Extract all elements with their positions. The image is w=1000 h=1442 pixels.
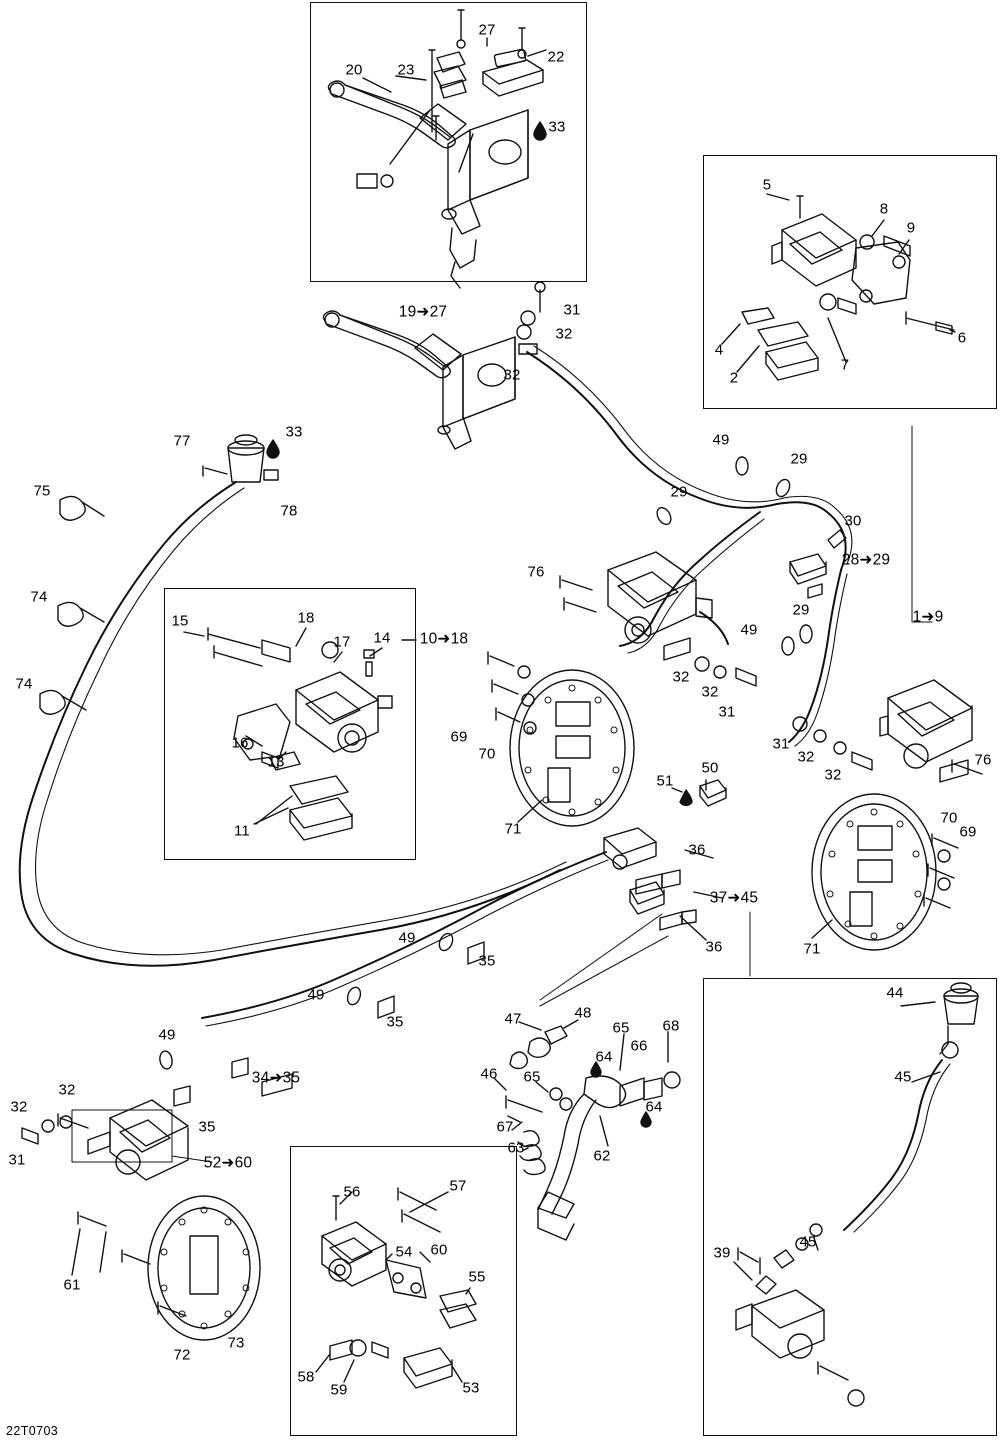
callout-76b: 76: [974, 751, 992, 769]
callout-31d: 31: [8, 1151, 26, 1169]
callout-49b: 49: [740, 621, 758, 639]
callout-62: 62: [593, 1147, 611, 1165]
callout-32g: 32: [10, 1098, 28, 1116]
callout-71a: 71: [504, 820, 522, 838]
callout-36a: 36: [688, 841, 706, 859]
callout-7: 7: [840, 356, 850, 374]
callout-55: 55: [468, 1268, 486, 1286]
callout-33a: 33: [548, 118, 566, 136]
callout-17: 17: [333, 633, 351, 651]
callout-76a: 76: [527, 563, 545, 581]
callout-49e: 49: [158, 1026, 176, 1044]
callout-29b: 29: [670, 483, 688, 501]
callout-32f: 32: [824, 766, 842, 784]
callout-39: 39: [713, 1244, 731, 1262]
callout-46: 46: [480, 1065, 498, 1083]
callout-27a: 27: [478, 21, 496, 39]
callout-32d: 32: [701, 683, 719, 701]
callout-31a: 31: [563, 301, 581, 319]
callout-72: 72: [173, 1346, 191, 1364]
callout-4: 4: [714, 341, 724, 359]
callout-32h: 32: [58, 1081, 76, 1099]
callout-14: 14: [373, 629, 391, 647]
callout-61: 61: [63, 1276, 81, 1294]
callout-22: 22: [547, 48, 565, 66]
callout-15: 15: [171, 612, 189, 630]
callout-70a: 70: [478, 745, 496, 763]
callout-54: 54: [395, 1243, 413, 1261]
callout-74b: 74: [15, 675, 33, 693]
callout-37-45: 37➜45: [709, 889, 759, 907]
callout-74a: 74: [30, 588, 48, 606]
callout-64a: 64: [595, 1048, 613, 1066]
callout-35c: 35: [198, 1118, 216, 1136]
callout-31c: 31: [772, 735, 790, 753]
callout-20: 20: [345, 61, 363, 79]
callout-53: 53: [462, 1379, 480, 1397]
callout-5: 5: [762, 176, 772, 194]
callout-69b: 69: [959, 823, 977, 841]
callout-45b: 45: [799, 1233, 817, 1251]
callout-29a: 29: [790, 450, 808, 468]
callout-44: 44: [886, 984, 904, 1002]
callout-6: 6: [957, 329, 967, 347]
callout-35b: 35: [386, 1013, 404, 1031]
callout-49a: 49: [712, 431, 730, 449]
callout-77: 77: [173, 432, 191, 450]
callout-50: 50: [701, 759, 719, 777]
callout-59: 59: [330, 1381, 348, 1399]
callout-75: 75: [33, 482, 51, 500]
callout-63: 63: [507, 1139, 525, 1157]
callout-67: 67: [496, 1118, 514, 1136]
callout-9: 9: [906, 219, 916, 237]
callout-56: 56: [343, 1183, 361, 1201]
callout-49c: 49: [398, 929, 416, 947]
callout-32a: 32: [555, 325, 573, 343]
callout-60: 60: [430, 1241, 448, 1259]
callout-68: 68: [662, 1017, 680, 1035]
callout-58: 58: [297, 1368, 315, 1386]
callout-47: 47: [504, 1010, 522, 1028]
callout-36b: 36: [705, 938, 723, 956]
callout-28-29: 28➜29: [841, 551, 891, 569]
callout-16: 16: [231, 734, 249, 752]
callout-48: 48: [574, 1004, 592, 1022]
callout-71b: 71: [803, 940, 821, 958]
callout-11: 11: [234, 822, 250, 840]
callout-78: 78: [280, 502, 298, 520]
callout-23: 23: [397, 61, 415, 79]
callout-30: 30: [844, 512, 862, 530]
callout-34-35: 34➜35: [251, 1069, 301, 1087]
callout-52-60: 52➜60: [203, 1154, 253, 1172]
callout-57: 57: [449, 1177, 467, 1195]
drawing-number: 22T0703: [6, 1424, 59, 1438]
callout-2: 2: [729, 369, 739, 387]
callout-8: 8: [879, 200, 889, 218]
callout-31b: 31: [718, 703, 736, 721]
callout-10-18: 10➜18: [419, 630, 469, 648]
callout-65b: 65: [523, 1068, 541, 1086]
callout-32c: 32: [672, 668, 690, 686]
callout-33b: 33: [285, 423, 303, 441]
callout-66: 66: [630, 1037, 648, 1055]
callout-18: 18: [297, 609, 315, 627]
callout-64b: 64: [645, 1098, 663, 1116]
callout-73: 73: [227, 1334, 245, 1352]
callout-32b: 32: [503, 366, 521, 384]
callout-65a: 65: [612, 1019, 630, 1037]
callout-13: 13: [267, 753, 285, 771]
callout-35a: 35: [478, 952, 496, 970]
callout-70b: 70: [940, 809, 958, 827]
callout-1-9: 1➜9: [912, 608, 944, 626]
callout-19-27: 19➜27: [398, 303, 448, 321]
callout-32e: 32: [797, 748, 815, 766]
callout-51: 51: [656, 772, 674, 790]
callout-49d: 49: [307, 986, 325, 1004]
callout-45a: 45: [894, 1068, 912, 1086]
callout-29c: 29: [792, 601, 810, 619]
callout-69a: 69: [450, 728, 468, 746]
